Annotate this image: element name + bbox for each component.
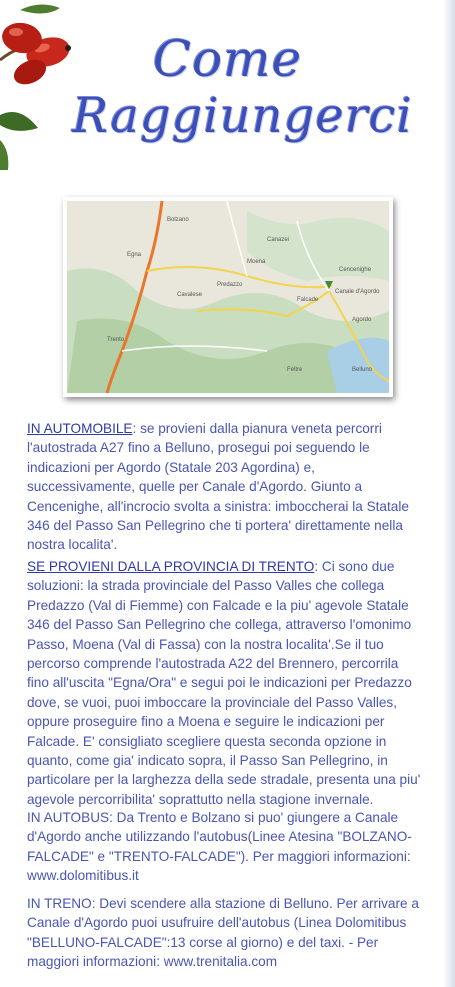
- section-treno: [27, 894, 422, 972]
- map-image: [67, 201, 389, 393]
- map-label: Cavalese: [177, 292, 203, 298]
- section-autobus-text: IN AUTOBUS: Da Trento e Bolzano si puo' giungere a Canale d'Agordo anche utilizzando l'autobus(Linee Atesina "BOLZANO-FALCADE" e "TRENTO-FALCADE"). Per maggiori informazioni: www.dolomitibus.it: [27, 810, 412, 884]
- map-label: Bolzano: [167, 217, 189, 223]
- map-label: Canazei: [267, 237, 290, 243]
- page-title-line1: Come: [152, 30, 303, 88]
- map-label: Egna: [127, 252, 142, 258]
- section-autobus: [27, 808, 422, 886]
- map-label: Feltre: [287, 367, 303, 373]
- map-label: Falcade: [297, 297, 319, 303]
- map-label: Canale d'Agordo: [335, 289, 380, 295]
- map-label: Belluno: [352, 367, 373, 373]
- section-treno-text: IN TRENO: Devi scendere alla stazione di Belluno. Per arrivare a Canale d'Agordo puoi usufruire dell'autobus (Linea Dolomitibus "BELLUNO-FALCADE":13 corse al giorno) e del taxi. - Per maggiori informazioni: www.trenitalia.com: [27, 896, 419, 970]
- section-trento-heading: SE PROVIENI DALLA PROVINCIA DI TRENTO: [27, 559, 315, 574]
- location-map: [63, 197, 393, 397]
- page-edge-shadow: [443, 0, 455, 987]
- page-title-line2: Raggiungerci: [72, 88, 413, 144]
- map-label: Cencenighe: [339, 267, 372, 273]
- section-automobile-text: : se provieni dalla pianura veneta percorri l'autostrada A27 fino a Belluno, prosegui poi seguendo le indicazioni per Agordo (Statale 203 Agordina) e, successivamente, quelle per Canale d'Agordo. Giunto a Cencenighe, all'incrocio svolta a sinistra: imboccherai la Statale 346 del Passo San Pellegrino che ti portera' direttamente nella nostra localita'.: [27, 421, 409, 553]
- section-automobile-heading: IN AUTOMOBILE: [27, 421, 133, 436]
- map-label: Predazzo: [217, 282, 243, 288]
- section-automobile: [27, 419, 422, 555]
- section-trento: [27, 557, 422, 809]
- map-label: Agordo: [352, 317, 372, 323]
- section-trento-text: : Ci sono due soluzioni: la strada provinciale del Passo Valles che collega Predazzo (Val di Fiemme) con Falcade e la piu' agevole Statale 346 del Passo San Pellegrino che collega, attraverso l'omonimo Passo, Moena (Val di Fassa) con la nostra localita'.Se il tuo percorso comprende l'autostrada A22 del Brennero, percorrila fino all'uscita "Egna/Ora" e segui poi le indicazioni per Predazzo dove, se vuoi, puoi imboccare la provinciale del Passo Valles, oppure proseguire fino a Moena e seguire le indicazioni per Falcade. E' consigliato scegliere questa seconda opzione in quanto, come gia' indicato sopra, il Passo San Pellegrino, in particolare per la larghezza della sede stradale, presenta una piu' agevole percorribilita' soprattutto nella stagione invernale.: [27, 559, 421, 807]
- map-label: Moena: [247, 259, 266, 265]
- map-label: Trento: [107, 337, 125, 343]
